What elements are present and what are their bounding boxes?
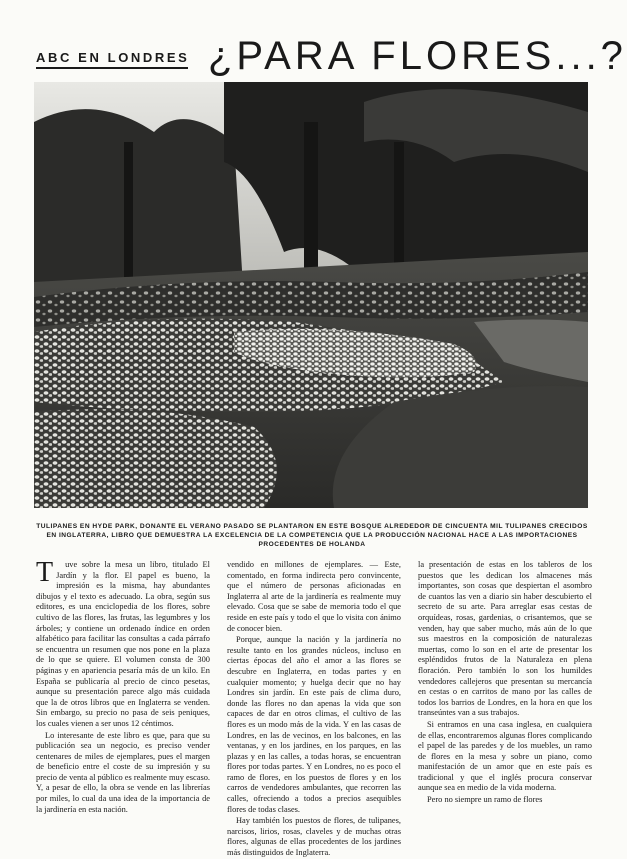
photo-caption: TULIPANES EN HYDE PARK, DONANTE EL VERANO PASADO SE PLANTARON EN ESTE BOSQUE ALREDEDOR DE CINCUENTA MIL TULIPANES CRECIDOS EN INGLATERRA, LIBRO QUE DEMUESTRA LA EXCELENCIA DE LA COMPETENCIA QUE LA PRODUCCIÓN NACIONAL HACE A LAS IMPORTACIONES PROCEDENTES DE HOLANDA	[36, 523, 588, 548]
section-label: ABC EN LONDRES	[36, 50, 190, 65]
section-rule	[36, 67, 188, 69]
photo-illustration	[34, 82, 588, 508]
paragraph: Porque, aunque la nación y la jardinería no resulte tanto en los grandes núcleos, incluso en ciertas épocas del año el amor a las flores se descubre en Inglaterra, en todas partes y en cualquier momento; y huelga decir que no hay Londres sin jardín. En este país de clima duro, donde las flores no dan apenas la vida que son capaces de dar en otros climas, el cultivo de las flores es un modo más de la vida. Y en las casas de Londres, en las de vecinos, en los balcones, en las ventanas, y en los jardines, en los parques, en las plazas y en las calles, a todas horas, se encuentran flores por todas partes. Y en Londres, no es poco el ramo de flores, en los puestos de flores y en los carros de vendedores ambulantes, que recorren las calles, ofreciendo a todos a precios asequibles flores de todas clases.	[227, 635, 401, 814]
paragraph: la presentación de estas en los tableros de los puestos que les dedican los almacenes más importantes, son cosas que despiertan el asombro de cuantos las ven a diario sin haber descubierto el secreto de su arte. Para arreglar esas cestas de orquídeas, rosas, gardenias, o crisantemos, que se venden, hay que saber mucho, más aún de lo que sus maestros en la composición de naturalezas muertas, como lo son en el arte de presentar los espléndidos frutos de la Naturaleza en plena floración. Pero también lo son los humildes vendedores callejeros que presentan su mercancía en cestas o en carritos de mano por las calles de todos los barrios de Londres, en la hora en que los transeúntes van a sus trabajos.	[418, 560, 592, 718]
article-column-2	[227, 560, 401, 858]
paragraph: Si entramos en una casa inglesa, en cualquiera de ellas, encontraremos algunas flores complicando el papel de las paredes y de los muebles, un ramo de flores en la mesa y sobre un piano, como manifestación de un amor que en este país es tradicional y que el inglés procura conservar aunque sea en medio de la vida moderna.	[418, 719, 592, 793]
article-body	[36, 557, 592, 858]
article-header	[36, 34, 627, 78]
article-column-3	[418, 560, 592, 842]
tulip-park-photo	[34, 82, 588, 508]
drop-cap: T	[36, 557, 54, 588]
article-column-1	[36, 557, 210, 842]
paragraph: vendido en millones de ejemplares. — Este, comentado, en forma indirecta pero convincente, que el número de personas aficionadas en Inglaterra al arte de la jardinería es realmente muy elevado. Cosa que se sabe de memoria todo el que reside en este país y todo el que lo visita con ánimo de conocer bien.	[227, 560, 401, 633]
paragraph: Hay también los puestos de flores, de tulipanes, narcisos, lirios, rosas, claveles y de muchas otras flores, algunas de ellas procedentes de los jardines más distinguidos de Inglaterra.	[227, 816, 401, 858]
paragraph: Lo interesante de este libro es que, para que su publicación sea un negocio, es preciso vender centenares de miles de ejemplares, pues el margen de beneficio entre el coste de su impresión y su precio de venta al público es realmente muy escaso. Y, a pesar de ello, la obra se vende en las librerías por miles, lo cual da una idea de la importancia de la jardinería en esta nación.	[36, 730, 210, 814]
paragraph: uve sobre la mesa un libro, titulado El Jardín y la flor. El papel es bueno, la impresión es la misma, hay abundantes dibujos y el texto es adecuado. La obra, según sus editores, es una enciclopedia de los flores, sobre cultivo de las flores, las frutas, las legumbres y los árboles; y contiene un ordenado índice en orden alfabético para facilitar las consultas a cada párrafo se encuentra un resumen que nos pone en la plaza de lo que se quiere. El volumen consta de 300 páginas y en apariencia pesaría más de un kilo. En España se publicaría al precio de cinco pesetas, aunque su presentación parece algo más cuidada que la de otros libros que en Inglaterra se venden. Sin embargo, su precio no pasa de seis peniques, los cuales vienen a ser unos 12 céntimos.	[36, 560, 210, 728]
paragraph: Pero no siempre un ramo de flores	[427, 795, 543, 805]
headline: ¿PARA FLORES...?	[208, 34, 627, 78]
